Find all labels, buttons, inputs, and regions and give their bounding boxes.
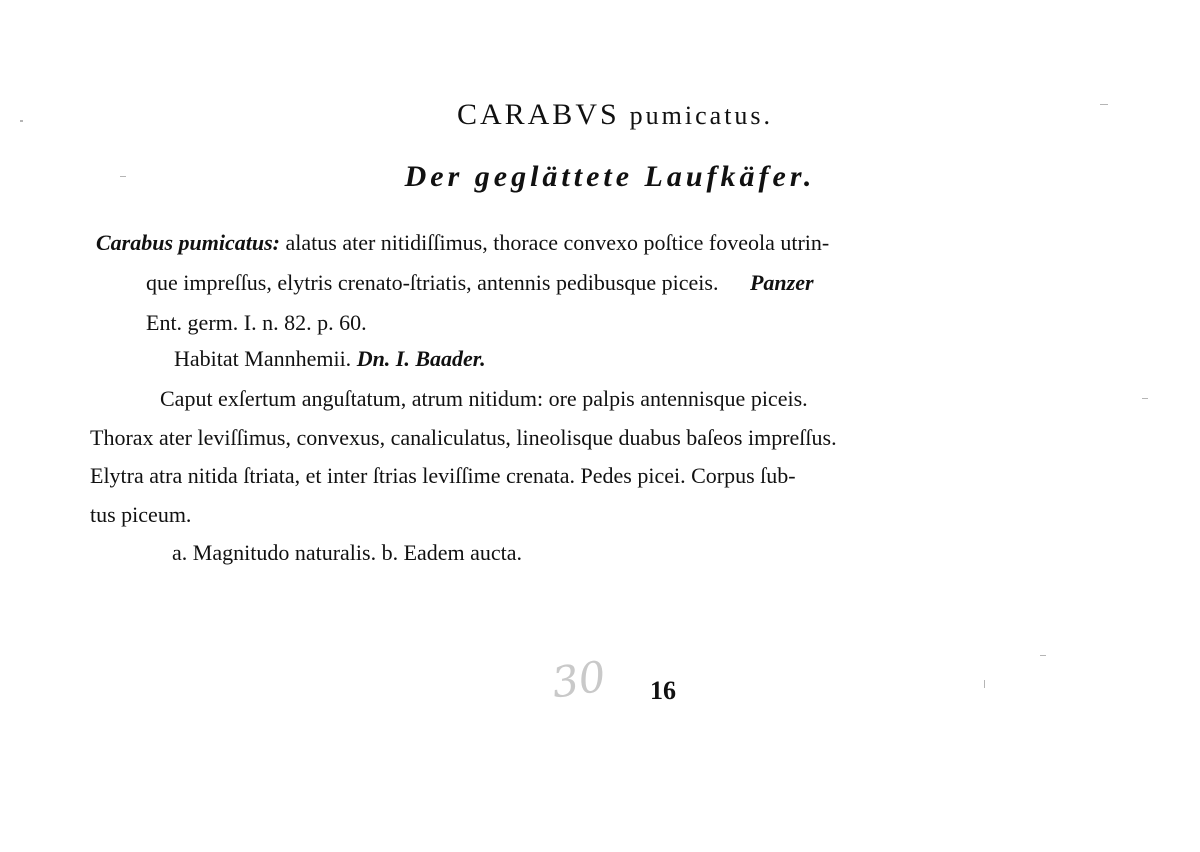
body-line-2: Thorax ater leviſſimus, convexus, canaliculatus, lineolisque duabus baſeos impreſſus.	[90, 425, 837, 450]
species-name: pumicatus.	[629, 101, 774, 130]
species-title	[0, 98, 1200, 132]
collector-name: Dn. I. Baader.	[356, 346, 486, 371]
body-line-1: Caput exſertum anguſtatum, atrum nitidum: ore palpis antennisque piceis.	[160, 386, 808, 411]
description-line-3: Ent. germ. I. n. 82. p. 60.	[146, 310, 367, 335]
habitat-line	[174, 346, 486, 372]
german-common-name: Der geglättete Laufkäfer.	[404, 160, 816, 193]
description-line-2	[146, 270, 814, 296]
paper-speck	[1100, 104, 1108, 105]
description-line-1	[96, 230, 829, 256]
genus-name: CARABVS	[456, 98, 620, 131]
page-number: 16	[650, 676, 676, 705]
body-line-4: tus piceum.	[90, 502, 192, 527]
body-line-3: Elytra atra nitida ſtriata, et inter ſtrias leviſſime crenata. Pedes picei. Corpus ſub-	[90, 463, 796, 488]
description-text-1: alatus ater nitidiſſimus, thorace convexo poſtice foveola utrin-	[285, 230, 830, 255]
paper-speck	[120, 176, 126, 177]
author-name: Panzer	[749, 270, 814, 295]
latin-name: Carabus pumicatus:	[96, 230, 280, 255]
description-text-2: que impreſſus, elytris crenato-ſtriatis, antennis pedibusque piceis.	[146, 270, 719, 295]
handwritten-mark: 30	[548, 651, 609, 708]
paper-speck	[1142, 398, 1148, 399]
paper-speck	[1040, 655, 1046, 656]
habitat-text: Habitat Mannhemii.	[174, 346, 352, 371]
paper-speck	[984, 680, 985, 688]
figure-legend: a. Magnitudo naturalis. b. Eadem aucta.	[172, 540, 523, 565]
paper-speck	[20, 120, 23, 122]
